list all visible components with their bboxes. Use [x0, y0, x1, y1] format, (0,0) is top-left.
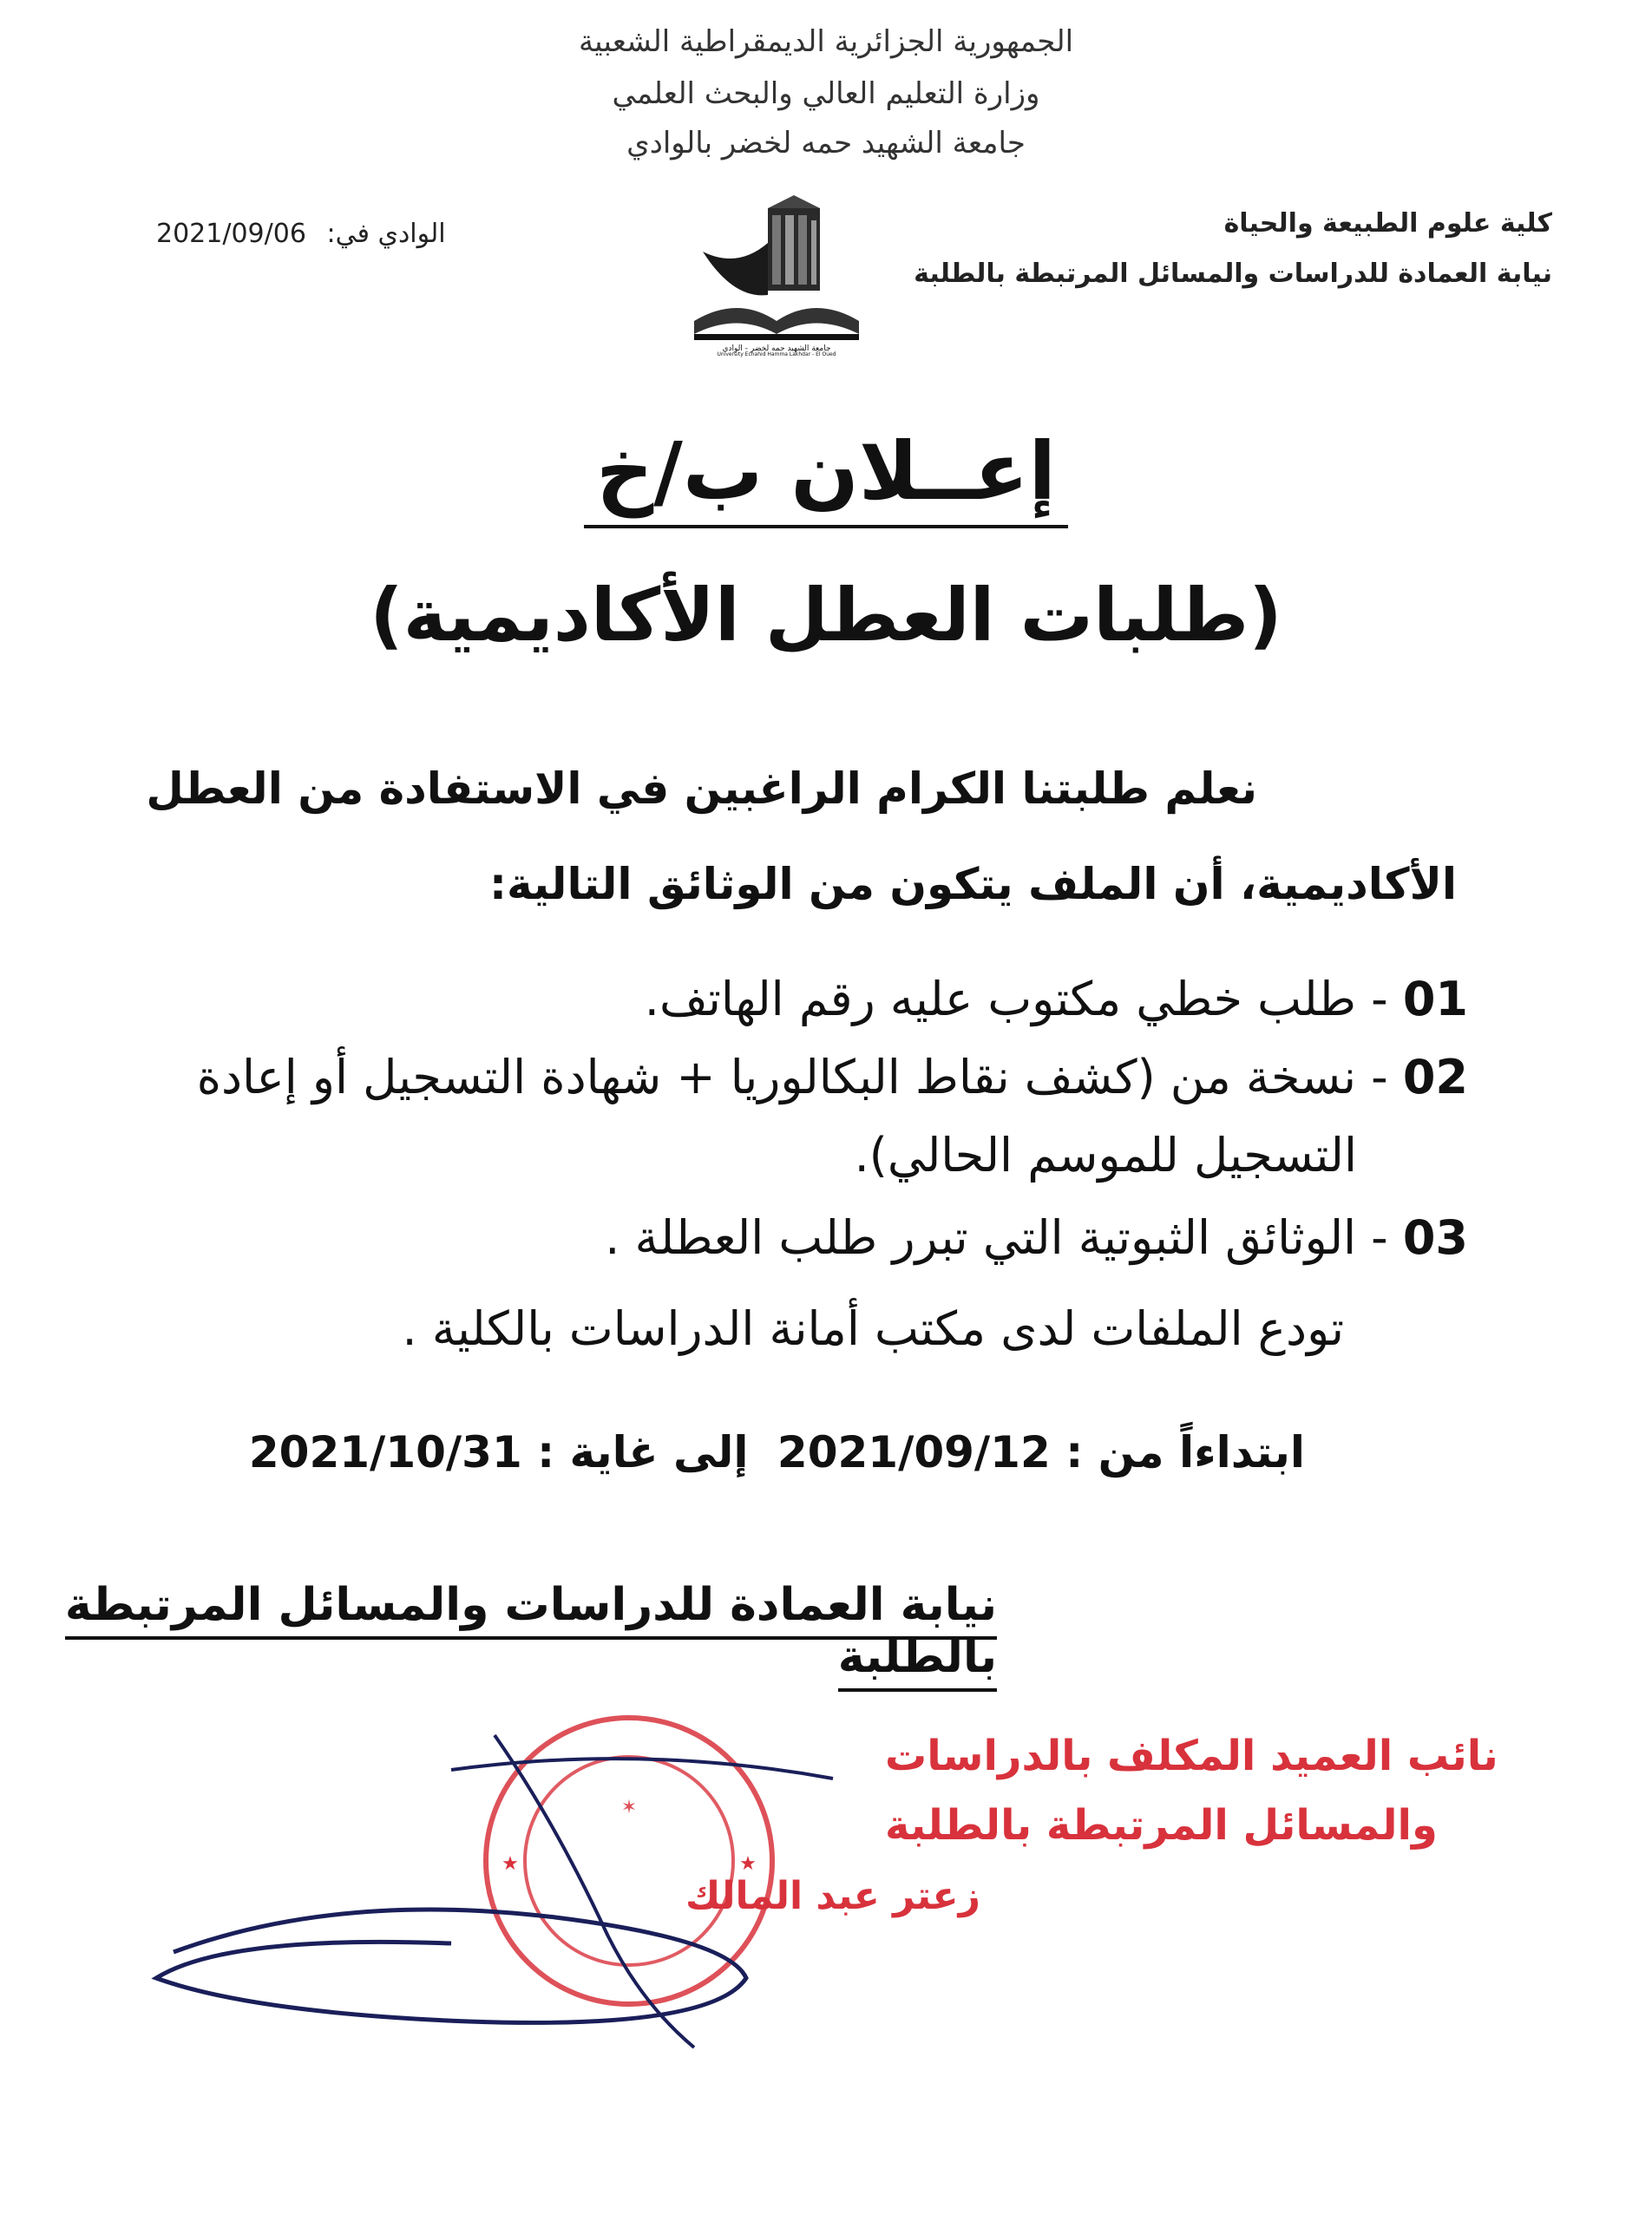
faculty-office: نيابة العمادة للدراسات والمسائل المرتبطة بالطلبة — [914, 259, 1552, 289]
item-number: 01 — [1402, 972, 1468, 1026]
item-number: 03 — [1402, 1210, 1468, 1265]
place-date — [156, 219, 446, 249]
period-from: 2021/09/12 — [777, 1427, 1051, 1477]
faculty-name: كلية علوم الطبيعة والحياة — [1223, 208, 1552, 239]
item-text: - نسخة من (كشف نقاط البكالوريا + شهادة التسجيل أو إعادة — [196, 1050, 1388, 1104]
deposit-note: تودع الملفات لدى مكتب أمانة الدراسات بالكلية . — [402, 1301, 1344, 1356]
item-number: 02 — [1402, 1050, 1468, 1104]
intro-line-2: الأكاديمية، أن الملف يتكون من الوثائق التالية: — [488, 859, 1457, 909]
header-university: جامعة الشهيد حمه لخضر بالوادي — [626, 126, 1026, 161]
place-date-value: 2021/09/06 — [156, 219, 306, 249]
item-text: - طلب خطي مكتوب عليه رقم الهاتف. — [644, 972, 1388, 1026]
official-stamp-icon — [121, 1718, 1498, 2065]
stamp-line-1: نائب العميد المكلف بالدراسات — [885, 1732, 1498, 1780]
stamp-line-3: زعتر عبد المالك — [685, 1874, 980, 1918]
list-item-continuation: التسجيل للموسم الحالي). — [854, 1128, 1357, 1183]
header-ministry: وزارة التعليم العالي والبحث العلمي — [612, 76, 1040, 111]
page-title — [0, 425, 1652, 518]
intro-line-1: نعلم طلبتنا الكرام الراغبين في الاستفادة من العطل — [146, 763, 1257, 814]
university-logo-icon — [685, 191, 868, 356]
signature-office — [0, 1579, 997, 1683]
period-to: 2021/10/31 — [248, 1427, 522, 1477]
announcement-title: إعــلان ب/خ — [584, 425, 1068, 528]
logo-caption-ar: جامعة الشهيد حمه لخضر - الوادي — [722, 344, 831, 353]
svg-text:★: ★ — [739, 1853, 757, 1875]
signature-stroke-icon — [451, 1759, 833, 1779]
period-from-label: ابتداءاً من : — [1065, 1427, 1305, 1477]
list-item — [158, 1050, 1468, 1104]
stamp-line-2: والمسائل المرتبطة بالطلبة — [885, 1801, 1438, 1850]
svg-text:★: ★ — [502, 1853, 519, 1875]
svg-text:✶: ✶ — [620, 1797, 638, 1818]
period-to-label: إلى غاية : — [537, 1427, 749, 1477]
logo-caption-en: University Echahid Hamma Lakhdar - El Oued — [717, 351, 836, 357]
period-dates — [249, 1427, 1305, 1477]
place-date-label: الوادي في: — [326, 219, 446, 249]
list-item — [158, 972, 1468, 1026]
header-republic: الجمهورية الجزائرية الديمقراطية الشعبية — [578, 24, 1074, 59]
list-item — [158, 1210, 1468, 1265]
item-text: - الوثائق الثبوتية التي تبرر طلب العطلة . — [605, 1210, 1388, 1265]
signature-stroke-icon — [156, 1910, 746, 2022]
signature-office-text: نيابة العمادة للدراسات والمسائل المرتبطة بالطلبة — [65, 1579, 997, 1692]
page-subtitle: (طلبات العطل الأكاديمية) — [370, 573, 1282, 658]
